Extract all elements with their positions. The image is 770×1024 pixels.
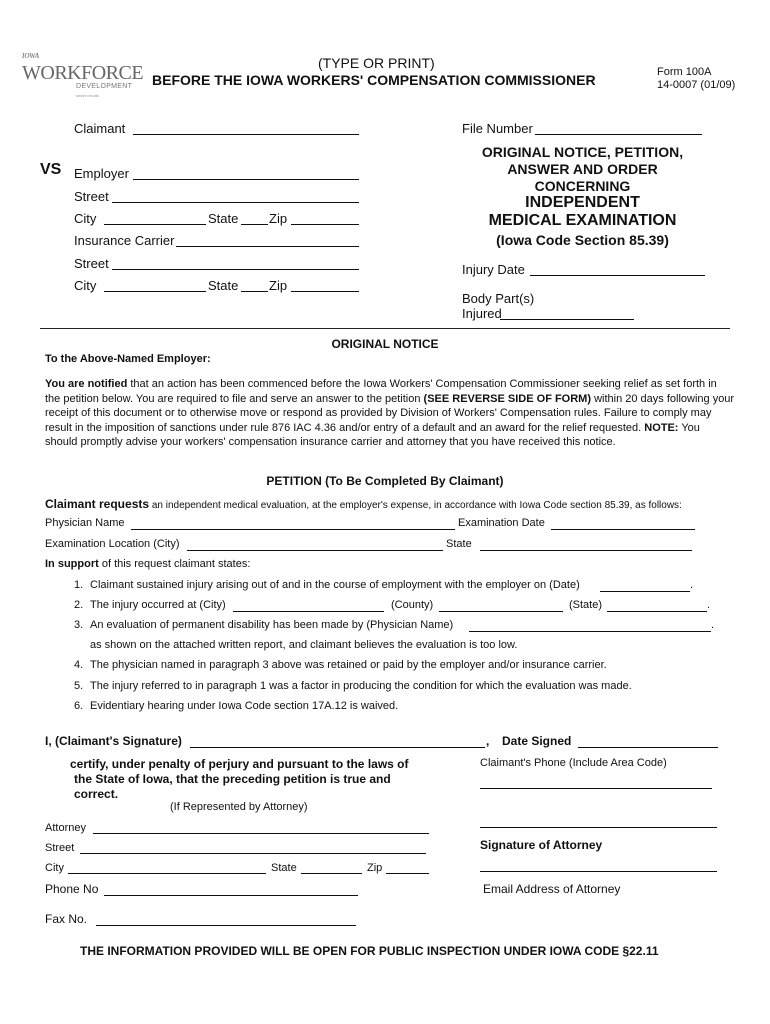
public-inspection-notice: THE INFORMATION PROVIDED WILL BE OPEN FOR PUBLIC INSPECTION UNDER IOWA CODE §22.11 xyxy=(80,944,659,958)
street-label: Street xyxy=(74,189,109,204)
claimant-requests xyxy=(45,497,682,511)
city-label: City xyxy=(74,211,97,226)
carrier-city-field[interactable] xyxy=(104,291,206,292)
exam-state-label: State xyxy=(446,538,472,550)
email-attorney-label: Email Address of Attorney xyxy=(483,882,621,896)
attorney-email-field[interactable] xyxy=(480,871,717,872)
panel-heading-line2: ANSWER AND ORDER xyxy=(507,161,658,177)
panel-heading-line3: CONCERNING xyxy=(534,178,631,194)
exam-location-field[interactable] xyxy=(187,550,443,551)
injury-state-field[interactable] xyxy=(607,611,707,612)
zip-label: Zip xyxy=(269,211,288,226)
date-signed-field[interactable] xyxy=(578,747,718,748)
injury-county-field[interactable] xyxy=(439,611,563,612)
item-2-county: (County) xyxy=(391,599,434,611)
panel-heading-line1: ORIGINAL NOTICE, PETITION, xyxy=(481,144,684,160)
type-or-print: (TYPE OR PRINT) xyxy=(318,55,435,71)
claimant-signature-field[interactable] xyxy=(190,747,485,748)
attorney-state-label: State xyxy=(271,862,297,874)
claimant-signature-label: I, (Claimant's Signature) xyxy=(45,734,182,748)
phone-no-label: Phone No xyxy=(45,882,99,896)
item-1-period: . xyxy=(690,579,694,591)
state-field[interactable] xyxy=(241,224,268,225)
phone-no-field[interactable] xyxy=(104,895,358,896)
item-4-number: 4. xyxy=(74,659,84,671)
attorney-label: Attorney xyxy=(45,822,86,834)
logo-tagline-text: smart results xyxy=(76,93,99,98)
exam-date-field[interactable] xyxy=(551,529,695,530)
attorney-city-field[interactable] xyxy=(68,873,266,874)
employer-label: Employer xyxy=(74,166,129,181)
claimant-requests-text: an independent medical evaluation, at the employer's expense, in accordance with Iowa Code section 85.39, as follows: xyxy=(149,500,682,511)
form-number: Form 100A xyxy=(657,66,712,78)
panel-heading-line5: MEDICAL EXAMINATION xyxy=(488,212,677,229)
injured-body-parts-field[interactable] xyxy=(500,319,634,320)
attorney-city-label: City xyxy=(45,862,64,874)
injury-date-label: Injury Date xyxy=(462,262,525,277)
notice-text-2: within 20 days following your receipt of this document or to otherwise move or respond as provided by Division of Workers' Compensation rules. Failure to comply may result in the imposition of sanctions under rule 876 IAC 4.36 and/or entry of a default and an award for the relief requested. xyxy=(45,392,735,434)
iwd-logo xyxy=(22,52,142,102)
city-field[interactable] xyxy=(104,224,206,225)
claimant-field[interactable] xyxy=(133,134,359,135)
carrier-street-label: Street xyxy=(74,256,109,271)
certify-line3: correct. xyxy=(74,787,119,801)
item-2-state: (State) xyxy=(569,599,603,611)
petition-heading: PETITION (To Be Completed By Claimant) xyxy=(266,474,504,488)
item-2-period: . xyxy=(707,599,711,611)
claimant-phone-label: Claimant's Phone (Include Area Code) xyxy=(480,757,667,769)
exam-state-field[interactable] xyxy=(480,550,692,551)
street-field[interactable] xyxy=(112,202,359,203)
attorney-signature-field[interactable] xyxy=(480,827,717,828)
section-divider xyxy=(40,328,730,329)
carrier-state-field[interactable] xyxy=(241,291,268,292)
attorney-state-field[interactable] xyxy=(301,873,362,874)
claimant-phone-field[interactable] xyxy=(480,788,712,789)
carrier-state-label: State xyxy=(208,278,239,293)
form-code: 14-0007 (01/09) xyxy=(657,79,736,91)
fax-no-label: Fax No. xyxy=(45,912,88,926)
item-3-text: An evaluation of permanent disability has been made by (Physician Name) xyxy=(90,619,454,631)
injury-city-field[interactable] xyxy=(233,611,384,612)
item-6-number: 6. xyxy=(74,700,84,712)
code-section-ref: (Iowa Code Section 85.39) xyxy=(496,232,669,248)
vs-label: VS xyxy=(40,161,62,178)
body-parts-label: Body Part(s) xyxy=(462,291,535,306)
item-4-text: The physician named in paragraph 3 above was retained or paid by the employer and/or insurance carrier. xyxy=(90,659,607,671)
logo-iowa-text: IOWA xyxy=(22,52,40,60)
form-title: BEFORE THE IOWA WORKERS' COMPENSATION COMMISSIONER xyxy=(152,72,596,88)
certify-line2: the State of Iowa, that the preceding petition is true and xyxy=(74,772,391,786)
notice-text-1: that an action has been commenced before the Iowa Workers' Compensation Commissioner seeking relief as set forth in the petition below. You are required to file and serve an answer to the petition xyxy=(45,378,717,405)
item-3-number: 3. xyxy=(74,619,84,631)
panel-heading-line4: INDEPENDENT xyxy=(525,194,640,211)
injury-date-item-field[interactable] xyxy=(600,591,690,592)
employer-field[interactable] xyxy=(133,179,359,180)
notice-paragraph xyxy=(45,377,735,450)
file-number-label: File Number xyxy=(462,121,533,136)
signature-comma: , xyxy=(486,734,490,748)
attorney-street-field[interactable] xyxy=(80,853,426,854)
certify-line1: certify, under penalty of perjury and pursuant to the laws of xyxy=(70,757,409,771)
item-3-continuation: as shown on the attached written report, and claimant believes the evaluation is too low. xyxy=(90,639,518,651)
item-2-text: The injury occurred at (City) xyxy=(90,599,226,611)
physician-name-field[interactable] xyxy=(131,529,455,530)
attorney-field[interactable] xyxy=(93,833,429,834)
zip-field[interactable] xyxy=(291,224,359,225)
fax-no-field[interactable] xyxy=(96,925,356,926)
date-signed-label: Date Signed xyxy=(502,734,572,748)
physician-name-label: Physician Name xyxy=(45,517,125,529)
carrier-street-field[interactable] xyxy=(112,269,359,270)
injury-date-field[interactable] xyxy=(530,275,705,276)
carrier-city-label: City xyxy=(74,278,97,293)
in-support-bold: In support xyxy=(45,558,99,570)
logo-development-text: DEVELOPMENT xyxy=(76,83,133,90)
attorney-zip-field[interactable] xyxy=(386,873,429,874)
attorney-zip-label: Zip xyxy=(367,862,383,874)
injured-label: Injured xyxy=(462,306,502,321)
insurance-carrier-label: Insurance Carrier xyxy=(74,233,175,248)
notice-bold-2: (SEE REVERSE SIDE OF FORM) xyxy=(423,392,592,405)
state-label: State xyxy=(208,211,239,226)
item-6-text: Evidentiary hearing under Iowa Code section 17A.12 is waived. xyxy=(90,700,399,712)
exam-location-label: Examination Location (City) xyxy=(45,538,180,550)
notice-bold-1: You are notified xyxy=(45,378,128,390)
insurance-carrier-field[interactable] xyxy=(176,246,359,247)
claimant-requests-bold: Claimant requests xyxy=(45,497,150,511)
carrier-zip-label: Zip xyxy=(269,278,288,293)
attorney-street-label: Street xyxy=(45,842,75,854)
item-5-text: The injury referred to in paragraph 1 was a factor in producing the condition for which the evaluation was made. xyxy=(90,680,632,692)
claimant-label: Claimant xyxy=(74,121,126,136)
original-notice-heading: ORIGINAL NOTICE xyxy=(331,337,439,351)
notice-text-3: You should promptly advise your workers' compensation insurance carrier and attorney that you have received this notice. xyxy=(45,421,700,449)
item-3-period: . xyxy=(711,619,715,631)
carrier-zip-field[interactable] xyxy=(291,291,359,292)
in-support-text: of this request claimant states: xyxy=(98,558,251,570)
if-represented-label: (If Represented by Attorney) xyxy=(170,801,308,813)
signature-of-attorney-label: Signature of Attorney xyxy=(480,838,603,852)
evaluating-physician-field[interactable] xyxy=(469,631,711,632)
logo-workforce-text: WORKFORCE xyxy=(22,62,144,84)
to-employer-label: To the Above-Named Employer: xyxy=(45,353,211,365)
notice-bold-3: NOTE: xyxy=(644,421,679,434)
file-number-field[interactable] xyxy=(535,134,702,135)
item-5-number: 5. xyxy=(74,680,84,692)
exam-date-label: Examination Date xyxy=(458,517,545,529)
in-support xyxy=(45,558,250,570)
item-2-number: 2. xyxy=(74,599,84,611)
item-1-number: 1. xyxy=(74,579,84,591)
item-1-text: Claimant sustained injury arising out of and in the course of employment with the employer on (Date) xyxy=(90,579,580,591)
